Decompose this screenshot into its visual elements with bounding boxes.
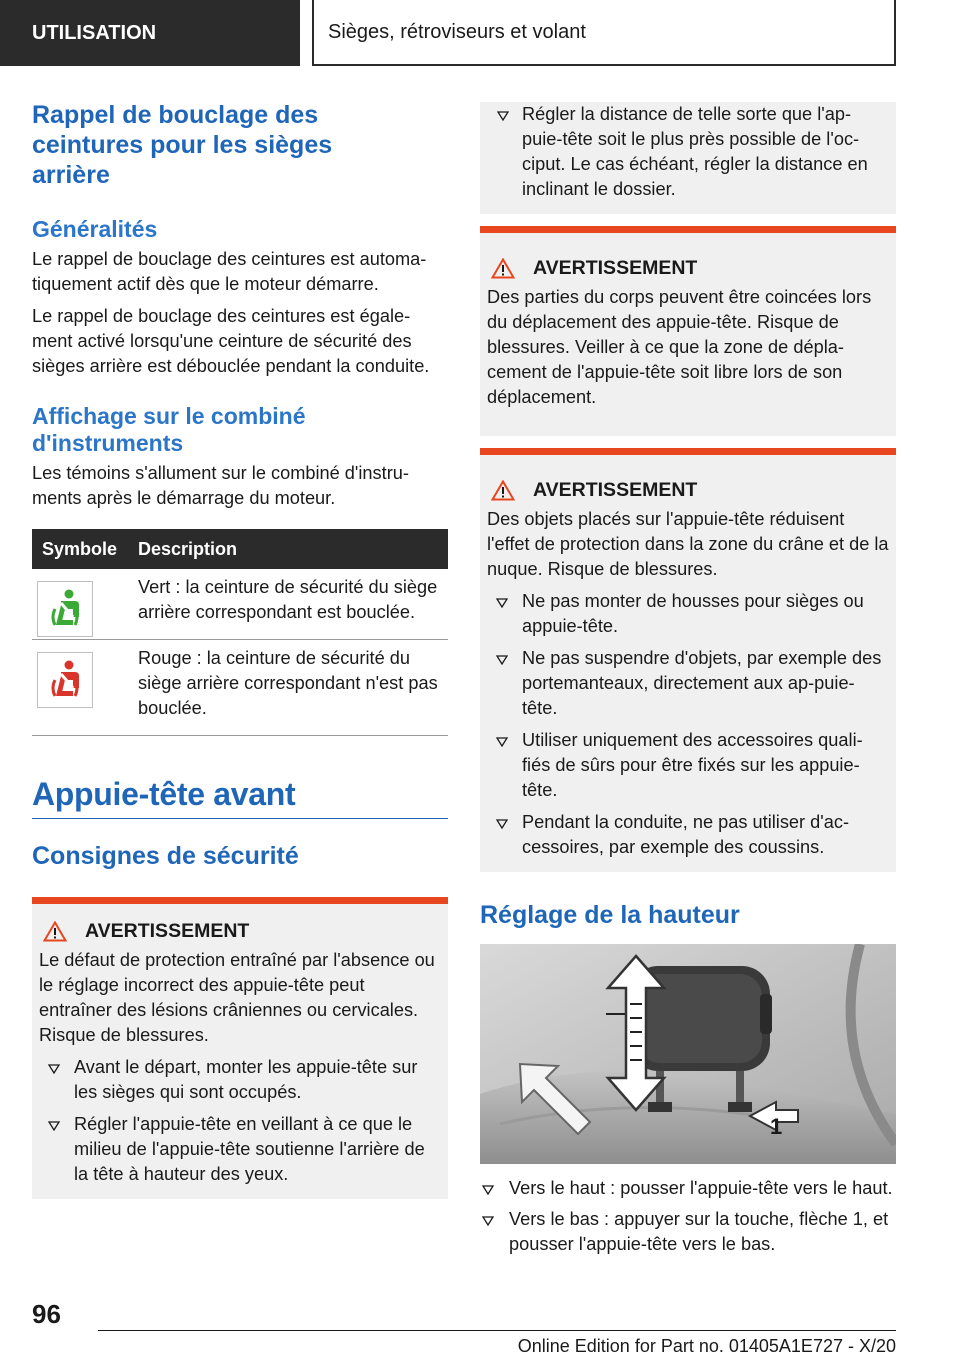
warning-box xyxy=(480,226,896,436)
left-column xyxy=(32,100,448,1199)
seatbelt-red-icon xyxy=(37,652,93,708)
list-item: Régler la distance de telle sorte que l'ap-puie-tête soit le plus près possible de l'oc-ciput. Le cas échéant, régler la distance en inclinant le dossier. xyxy=(488,102,888,202)
section-title: UTILISATION xyxy=(0,0,300,66)
warning-title: AVERTISSEMENT xyxy=(533,257,698,279)
warning-triangle-icon xyxy=(491,480,515,501)
warning-title: AVERTISSEMENT xyxy=(85,920,250,942)
triangle-bullet-icon xyxy=(496,655,508,665)
heading-rule xyxy=(32,818,448,819)
warning-box xyxy=(32,897,448,1199)
headrest-illustration xyxy=(480,944,896,1164)
heading-reglage: Réglage de la hauteur xyxy=(480,901,740,929)
list-item: Utiliser uniquement des accessoires quali-fiés de sûrs pour être fixés sur les appuie-tête. xyxy=(487,728,889,803)
warning-list xyxy=(39,1055,441,1187)
triangle-bullet-icon xyxy=(48,1064,60,1074)
warning-text: Des parties du corps peuvent être coincées lors du déplacement des appuie-tête. Risque de blessures. Veiller à ce que la zone de dépla-cement de l'appuie-tête soit libre lors de son déplacement. xyxy=(487,287,872,407)
seatbelt-green-icon xyxy=(37,581,93,637)
symbol-table xyxy=(32,529,448,736)
triangle-bullet-icon xyxy=(496,598,508,608)
triangle-bullet-icon xyxy=(497,111,509,121)
page-header xyxy=(0,0,960,66)
table-row-description: Rouge : la ceinture de sécurité du siège arrière correspondant n'est pas bouclée. xyxy=(138,648,438,718)
table-header-symbol: Symbole xyxy=(42,538,118,559)
paragraph-generalites-1: Le rappel de bouclage des ceintures est automa-tiquement actif dès que le moteur démarre. xyxy=(32,249,427,294)
warning-triangle-icon xyxy=(43,921,67,942)
list-item: Avant le départ, monter les appuie-tête sur les sièges qui sont occupés. xyxy=(39,1055,441,1105)
warning-triangle-icon xyxy=(491,258,515,279)
heading-consignes: Consignes de sécurité xyxy=(32,842,299,870)
footer-rule xyxy=(98,1330,896,1331)
table-header xyxy=(32,529,448,569)
warning-title: AVERTISSEMENT xyxy=(533,479,698,501)
headrest-photo xyxy=(480,944,896,1164)
list-item: Vers le bas : appuyer sur la touche, flèche 1, et pousser l'appuie-tête vers le bas. xyxy=(480,1207,896,1257)
chapter-title: Sièges, rétroviseurs et volant xyxy=(312,0,896,66)
heading-rappel: Rappel de bouclage des ceintures pour les sièges arrière xyxy=(32,101,333,189)
triangle-bullet-icon xyxy=(482,1185,494,1195)
list-item: Régler l'appuie-tête en veillant à ce que le milieu de l'appuie-tête soutienne l'arrière de la tête à hauteur des yeux. xyxy=(39,1112,441,1187)
height-adjust-list xyxy=(480,1176,896,1257)
triangle-bullet-icon xyxy=(496,819,508,829)
warning-text: Le défaut de protection entraîné par l'absence ou le réglage incorrect des appuie-tête peut entraîner des lésions crâniennes ou cervicales. Risque de blessures. xyxy=(39,950,435,1045)
paragraph-affichage: Les témoins s'allument sur le combiné d'instru-ments après le démarrage du moteur. xyxy=(32,463,409,508)
triangle-bullet-icon xyxy=(482,1216,494,1226)
footer-edition: Online Edition for Part no. 01405A1E727 - X/20 xyxy=(517,1336,896,1356)
warning-box xyxy=(480,448,896,872)
table-row xyxy=(32,569,448,640)
warning-list xyxy=(487,589,889,860)
photo-callout-label: 1 xyxy=(770,1114,783,1139)
list-item: Pendant la conduite, ne pas utiliser d'ac-cessoires, par exemple des coussins. xyxy=(487,810,889,860)
heading-generalites: Généralités xyxy=(32,216,158,242)
right-column xyxy=(480,102,896,1257)
triangle-bullet-icon xyxy=(496,737,508,747)
continued-list xyxy=(488,102,888,202)
continued-warning-box xyxy=(480,102,896,214)
warning-text: Des objets placés sur l'appuie-tête réduisent l'effet de protection dans la zone du crâne et de la nuque. Risque de blessures. xyxy=(487,509,889,579)
heading-appuie-tete: Appuie-tête avant xyxy=(32,776,296,812)
table-header-description: Description xyxy=(138,538,238,559)
table-row-description: Vert : la ceinture de sécurité du siège arrière correspondant est bouclée. xyxy=(138,577,438,622)
triangle-bullet-icon xyxy=(48,1121,60,1131)
paragraph-generalites-2: Le rappel de bouclage des ceintures est égale-ment activé lorsqu'une ceinture de sécurité des sièges arrière est débouclée pendant la conduite. xyxy=(32,306,430,376)
list-item: Ne pas monter de housses pour sièges ou appuie-tête. xyxy=(487,589,889,639)
page-number: 96 xyxy=(32,1299,61,1329)
list-item: Ne pas suspendre d'objets, par exemple des portemanteaux, directement aux ap-puie-tête. xyxy=(487,646,889,721)
heading-affichage: Affichage sur le combiné d'instruments xyxy=(32,403,306,456)
table-row xyxy=(32,640,448,736)
list-item: Vers le haut : pousser l'appuie-tête vers le haut. xyxy=(480,1176,896,1201)
